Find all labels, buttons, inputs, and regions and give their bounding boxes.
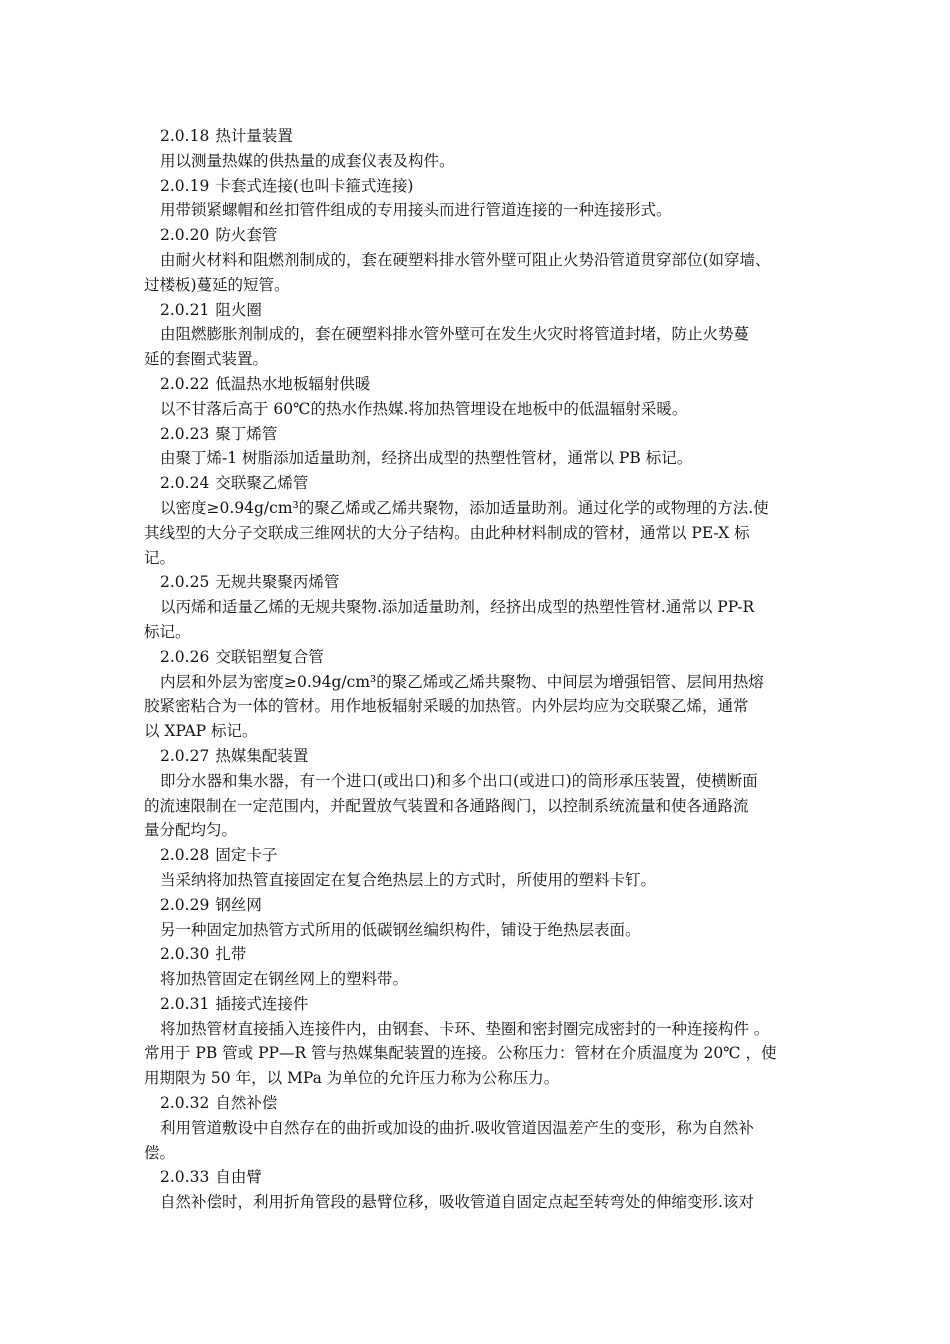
section-title: 低温热水地板辐射供暖 (215, 374, 371, 393)
section-number: 2.0.19 (160, 176, 210, 195)
section-text-line: 用期限为 50 年，以 MPa 为单位的允许压力称为公称压力。 (144, 1069, 560, 1088)
section-text-line: 以 XPAP 标记。 (144, 722, 258, 741)
section-text-line: 胶紧密粘合为一体的管材。用作地板辐射采暖的加热管。内外层均应为交联聚乙烯，通常 (144, 697, 749, 716)
section-text-line: 将加热管材直接插入连接件内，由钢套、卡环、垫圈和密封圈完成密封的一种连接构件 。 (160, 1019, 770, 1038)
section-text-line: 自然补偿时，利用折角管段的悬臂位移，吸收管道自固定点起至转弯处的伸缩变形.该对 (160, 1193, 754, 1212)
section-number: 2.0.25 (160, 573, 210, 592)
section-text-line: 量分配均匀。 (144, 821, 238, 840)
section-title: 钢丝网 (215, 895, 262, 914)
section-text-line: 由聚丁烯-1 树脂添加适量助剂，经挤出成型的热塑性管材，通常以 PB 标记。 (160, 449, 693, 468)
section-text-line: 由阻燃膨胀剂制成的，套在硬塑料排水管外壁可在发生火灾时将管道封堵，防止火势蔓 (160, 325, 750, 344)
section-title: 阻火圈 (215, 300, 262, 319)
section-number: 2.0.24 (160, 474, 210, 493)
section-heading (144, 124, 810, 149)
section-number: 2.0.21 (160, 300, 210, 319)
section-text-line: 用以测量热媒的供热量的成套仪表及构件。 (160, 151, 455, 170)
section-title: 交联聚乙烯管 (215, 474, 309, 493)
section-heading (144, 992, 810, 1017)
section-title: 插接式连接件 (215, 994, 309, 1013)
section-number: 2.0.18 (160, 127, 210, 145)
section-number: 2.0.26 (160, 647, 210, 666)
section-number: 2.0.22 (160, 374, 210, 393)
document-body (144, 124, 810, 1215)
section-text-line: 的流速限制在一定范围内，并配置放气装置和各通路阀门，以控制系统流量和使各通路流 (144, 796, 749, 815)
section-title: 自由臂 (215, 1168, 262, 1187)
section-title: 交联铝塑复合管 (215, 647, 324, 666)
section-heading (144, 570, 810, 595)
section-heading (144, 471, 810, 496)
section-number: 2.0.23 (160, 424, 210, 443)
section-number: 2.0.29 (160, 895, 210, 914)
section-text-line: 将加热管固定在钢丝网上的塑料带。 (160, 970, 409, 989)
section-heading (144, 645, 810, 670)
section-title: 热媒集配装置 (215, 746, 309, 765)
section-number: 2.0.33 (160, 1168, 210, 1187)
section-number: 2.0.30 (160, 945, 210, 964)
section-text-line: 另一种固定加热管方式所用的低碳钢丝编织构件，铺设于绝热层表面。 (160, 920, 641, 939)
section-text-line: 过楼板)蔓延的短管。 (144, 275, 290, 294)
section-number: 2.0.20 (160, 226, 210, 245)
section-heading (144, 843, 810, 868)
section-text-line: 记。 (144, 548, 176, 567)
section-text-line: 以不甘落后高于 60℃的热水作热媒.将加热管埋设在地板中的低温辐射采暖。 (160, 399, 688, 418)
section-heading (144, 893, 810, 918)
section-text-line: 常用于 PB 管或 PP—R 管与热媒集配装置的连接。公称压力：管材在介质温度为 20℃ ，使 (144, 1044, 777, 1063)
section-text-line: 用带锁紧螺帽和丝扣管件组成的专用接头而进行管道连接的一种连接形式。 (160, 201, 672, 220)
section-title: 无规共聚聚丙烯管 (215, 573, 340, 592)
section-number: 2.0.32 (160, 1094, 210, 1113)
section-number: 2.0.31 (160, 994, 210, 1013)
section-title: 热计量装置 (215, 127, 293, 145)
section-title: 聚丁烯管 (215, 424, 278, 443)
section-number: 2.0.28 (160, 846, 210, 865)
section-heading (144, 223, 810, 248)
section-title: 扎带 (215, 945, 247, 964)
section-title: 固定卡子 (215, 846, 278, 865)
section-title: 自然补偿 (215, 1094, 278, 1113)
section-text-line: 延的套圈式装置。 (144, 350, 269, 369)
section-text-line: 即分水器和集水器，有一个进口(或出口)和多个出口(或进口)的筒形承压装置，使横断面 (160, 771, 758, 790)
section-heading (144, 1091, 810, 1116)
section-text-line: 其线型的大分子交联成三维网状的大分子结构。由此种材料制成的管材，通常以 PE-X 标 (144, 523, 750, 542)
section-heading (144, 298, 810, 323)
section-text-line: 内层和外层为密度≥0.94g/cm³的聚乙烯或乙烯共聚物、中间层为增强铝管、层间用热熔 (160, 672, 764, 691)
section-title: 防火套管 (215, 226, 278, 245)
section-heading (144, 174, 810, 199)
section-heading (144, 422, 810, 447)
section-text-line: 以密度≥0.94g/cm³的聚乙烯或乙烯共聚物，添加适量助剂。通过化学的或物理的方法.使 (160, 498, 769, 517)
section-number: 2.0.27 (160, 746, 210, 765)
section-text-line: 由耐火材料和阻燃剂制成的，套在硬塑料排水管外壁可阻止火势沿管道贯穿部位(如穿墙、 (160, 250, 771, 269)
section-text-line: 当采纳将加热管直接固定在复合绝热层上的方式时，所使用的塑料卡钉。 (160, 870, 657, 889)
section-heading (144, 372, 810, 397)
section-heading (144, 744, 810, 769)
section-text-line: 标记。 (144, 622, 191, 641)
section-text-line: 以丙烯和适量乙烯的无规共聚物.添加适量助剂，经挤出成型的热塑性管材.通常以 PP-R (160, 598, 755, 617)
section-text-line: 偿。 (144, 1143, 176, 1162)
section-title: 卡套式连接(也叫卡箍式连接) (215, 176, 414, 195)
section-heading (144, 942, 810, 967)
section-heading (144, 1165, 810, 1190)
section-text-line: 利用管道敷设中自然存在的曲折或加设的曲折.吸收管道因温差产生的变形，称为自然补 (160, 1118, 754, 1137)
